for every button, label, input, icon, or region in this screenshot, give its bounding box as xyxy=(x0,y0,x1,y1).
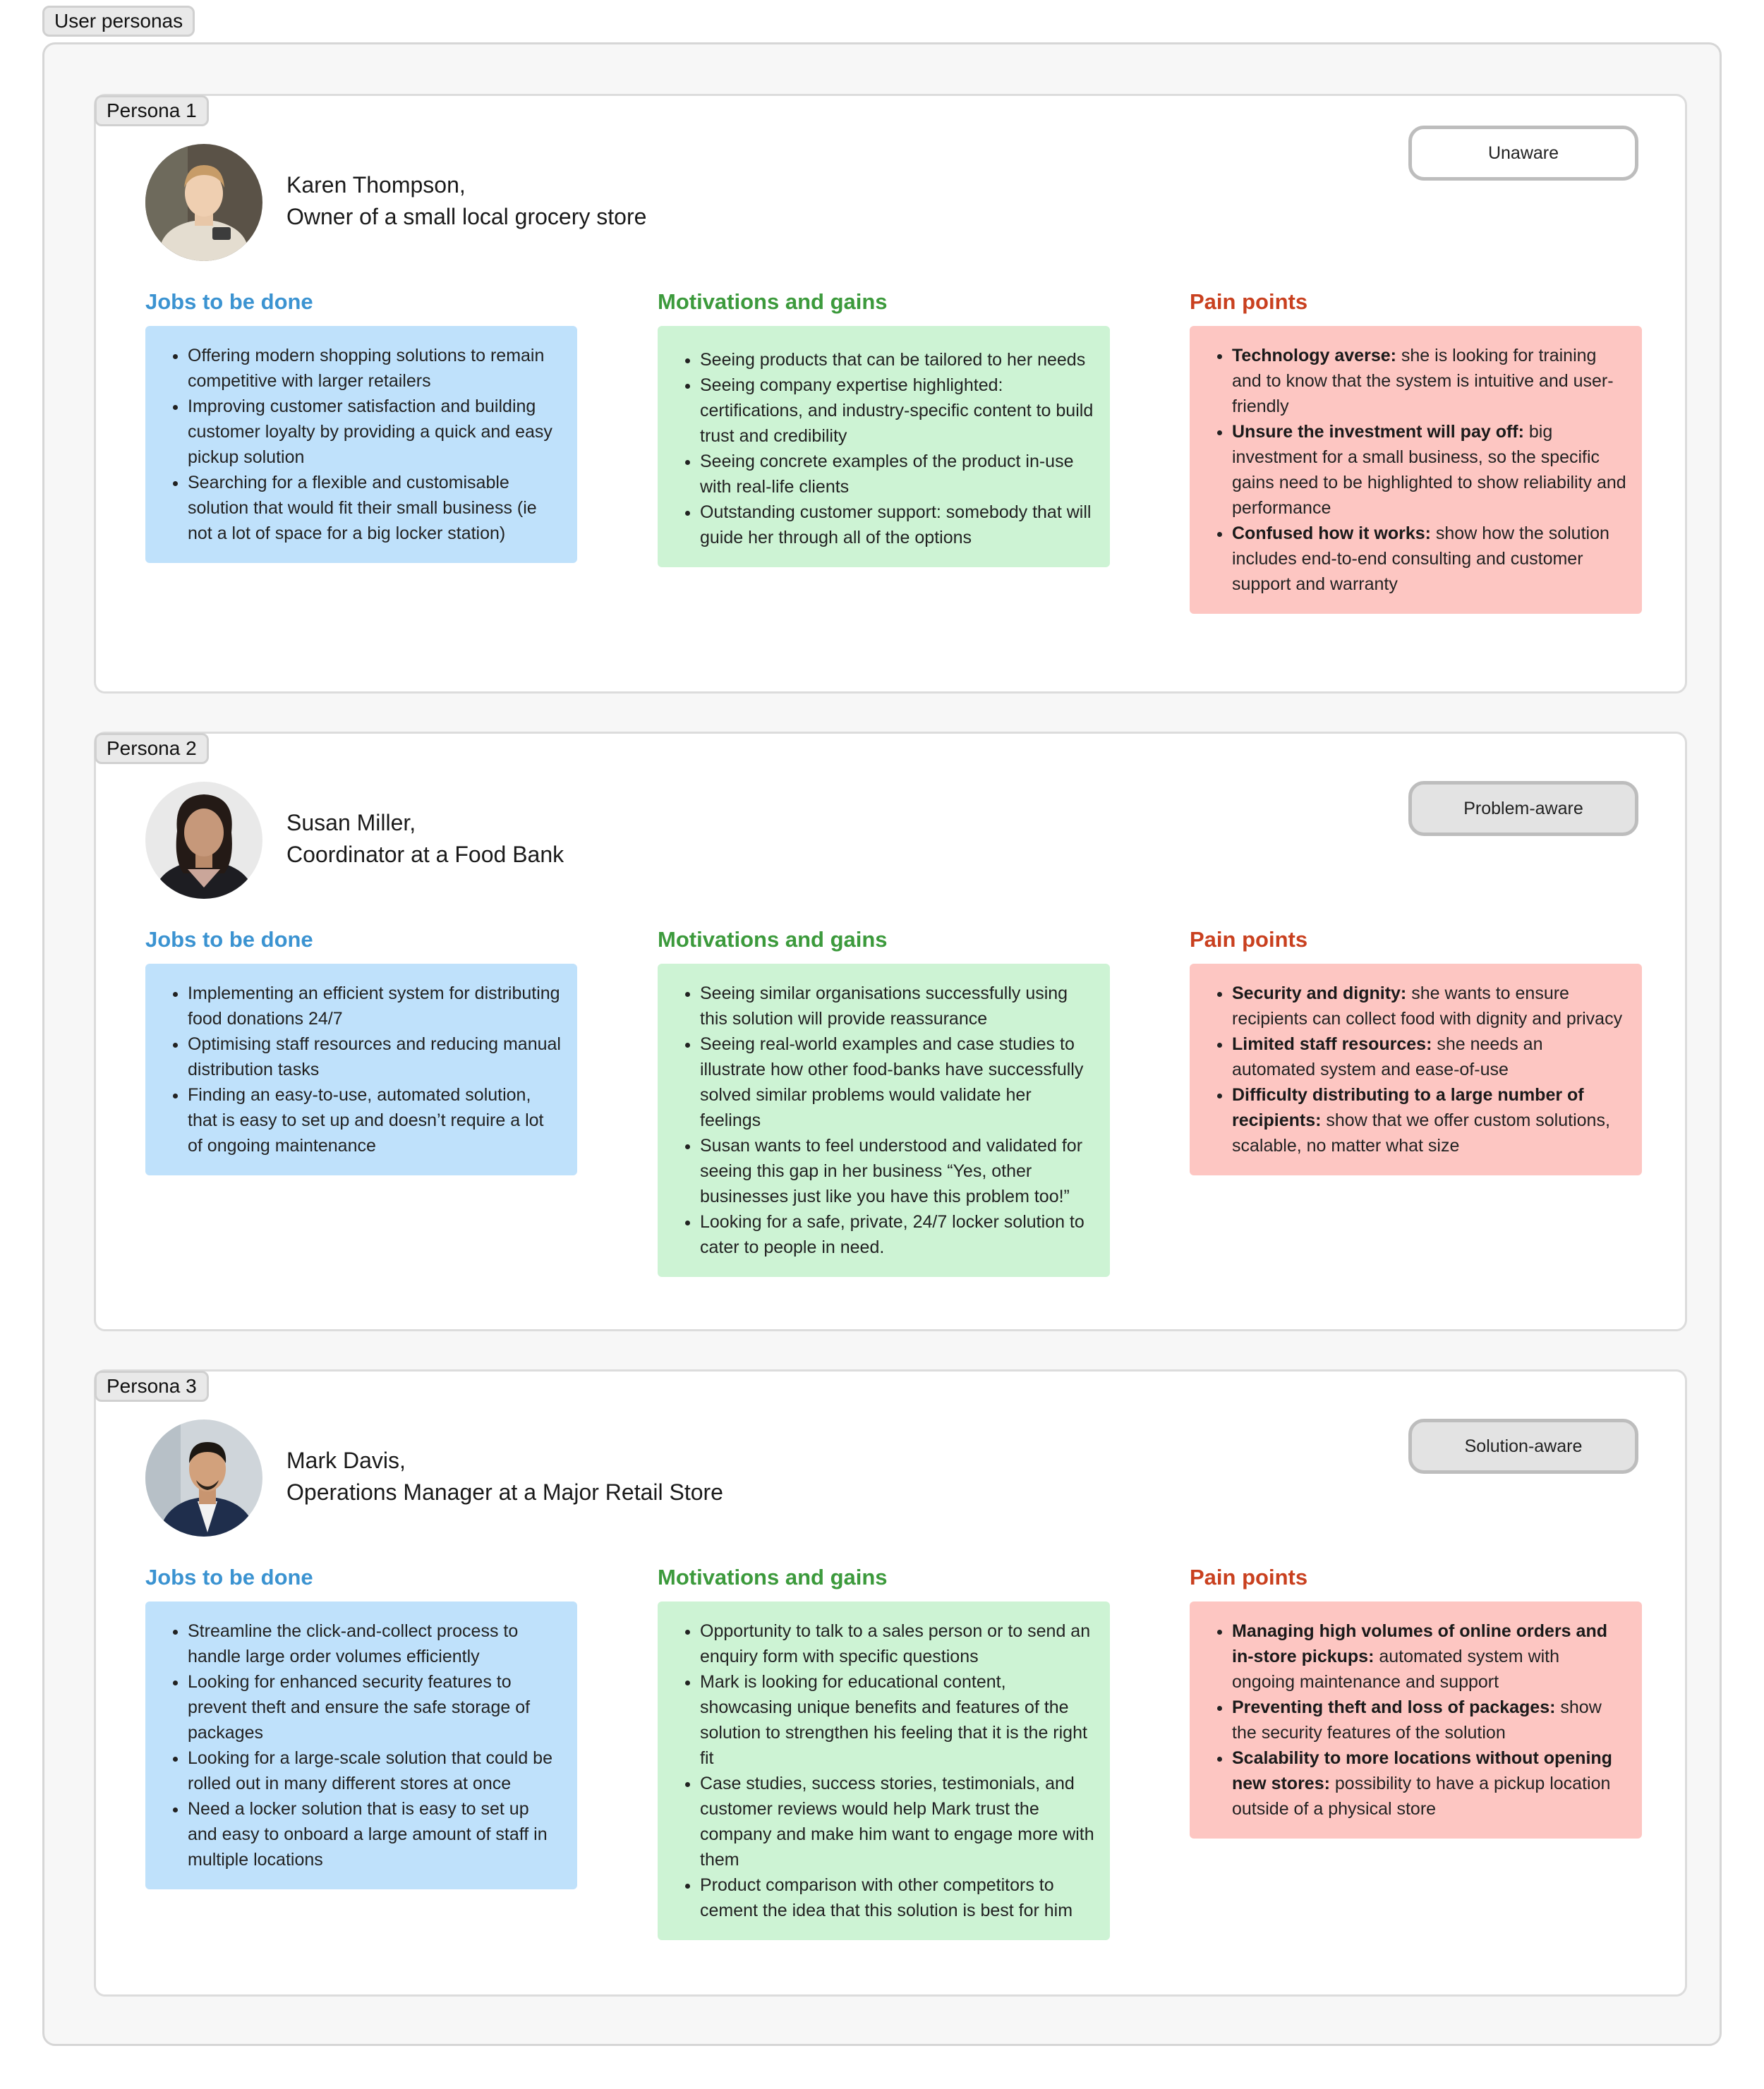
pain-point-text: show how the solution includes end-to-end consulting and customer support and warranty xyxy=(1232,523,1609,594)
jobs-box xyxy=(145,964,577,1175)
persona-name-block xyxy=(286,1445,724,1508)
avatar xyxy=(145,782,262,899)
pain-point-title: Unsure the investment will pay off: xyxy=(1232,422,1524,442)
persona-name: Susan Miller, xyxy=(286,810,416,835)
list-item xyxy=(1232,521,1626,597)
list-item: • Searching for a flexible and customisable solution that would fit their small business (ie not a lot of space for a big locker station) xyxy=(188,470,562,546)
avatar xyxy=(145,1419,262,1537)
pain-point-text: possibility to have a pickup location outside of a physical store xyxy=(1232,1774,1611,1819)
list-item: • Mark is looking for educational content, showcasing unique benefits and features of the solution to strengthen his feeling that it is the right fit xyxy=(700,1669,1094,1771)
persona-name: Karen Thompson, xyxy=(286,172,466,198)
list-item: • Looking for enhanced security features to prevent theft and ensure the safe storage of packages xyxy=(188,1669,562,1745)
pain-point-text: automated system with ongoing maintenance and support xyxy=(1232,1647,1560,1692)
persona-label: Persona 1 xyxy=(95,95,209,126)
jobs-heading: Jobs to be done xyxy=(145,927,313,952)
pain-points-heading: Pain points xyxy=(1190,289,1308,314)
pain-point-title: Confused how it works: xyxy=(1232,523,1431,543)
list-item xyxy=(1232,1695,1626,1745)
persona-name-block xyxy=(286,807,724,871)
jobs-heading: Jobs to be done xyxy=(145,1565,313,1590)
motivations-box xyxy=(658,964,1110,1277)
list-item xyxy=(1232,343,1626,419)
pain-points-heading: Pain points xyxy=(1190,927,1308,952)
list-item: • Implementing an efficient system for distributing food donations 24/7 xyxy=(188,981,562,1031)
persona-card-3 xyxy=(94,1369,1687,1997)
list-item xyxy=(1232,1618,1626,1695)
list-item: • Finding an easy-to-use, automated solution, that is easy to set up and doesn’t require a lot of ongoing maintenance xyxy=(188,1082,562,1158)
pain-point-text: she wants to ensure recipients can collect food with dignity and privacy xyxy=(1232,983,1623,1029)
pain-point-title: Preventing theft and loss of packages: xyxy=(1232,1697,1556,1717)
list-item: • Opportunity to talk to a sales person or to send an enquiry form with specific questions xyxy=(700,1618,1094,1669)
pain-points-box xyxy=(1190,964,1642,1175)
list-item xyxy=(1232,1031,1626,1082)
motivations-heading: Motivations and gains xyxy=(658,1565,888,1590)
persona-role: Operations Manager at a Major Retail Store xyxy=(286,1479,723,1505)
persona-name: Mark Davis, xyxy=(286,1448,406,1473)
pain-point-title: Scalability to more locations without opening new stores: xyxy=(1232,1748,1612,1793)
avatar xyxy=(145,144,262,261)
list-item: • Optimising staff resources and reducing manual distribution tasks xyxy=(188,1031,562,1082)
list-item: • Offering modern shopping solutions to remain competitive with larger retailers xyxy=(188,343,562,394)
list-item: • Susan wants to feel understood and validated for seeing this gap in her business “Yes, other businesses just like you have this problem too!” xyxy=(700,1133,1094,1209)
list-item xyxy=(1232,1745,1626,1822)
list-item: • Outstanding customer support: somebody that will guide her through all of the options xyxy=(700,499,1094,550)
pain-points-box xyxy=(1190,1601,1642,1839)
pain-point-title: Security and dignity: xyxy=(1232,983,1407,1003)
pain-point-text: she needs an automated system and ease-of-use xyxy=(1232,1034,1543,1079)
list-item: • Need a locker solution that is easy to set up and easy to onboard a large amount of staff in multiple locations xyxy=(188,1796,562,1872)
list-item xyxy=(1232,419,1626,521)
pain-point-text: show that we offer custom solutions, scalable, no matter what size xyxy=(1232,1110,1610,1156)
pain-point-title: Limited staff resources: xyxy=(1232,1034,1432,1054)
jobs-heading: Jobs to be done xyxy=(145,289,313,314)
pain-points-heading: Pain points xyxy=(1190,1565,1308,1590)
persona-card-1 xyxy=(94,94,1687,694)
motivations-box xyxy=(658,326,1110,567)
persona-label: Persona 3 xyxy=(95,1371,209,1402)
pain-points-box xyxy=(1190,326,1642,614)
persona-name-block xyxy=(286,169,724,233)
list-item: • Seeing similar organisations successfully using this solution will provide reassurance xyxy=(700,981,1094,1031)
awareness-status-button[interactable]: Solution-aware xyxy=(1408,1419,1638,1474)
persona-card-2 xyxy=(94,732,1687,1331)
pain-point-title: Managing high volumes of online orders and in-store pickups: xyxy=(1232,1621,1607,1666)
list-item: • Seeing concrete examples of the product in-use with real-life clients xyxy=(700,449,1094,499)
page-title: User personas xyxy=(42,6,195,37)
pain-point-text: she is looking for training and to know that the system is intuitive and user-friendly xyxy=(1232,346,1614,416)
list-item xyxy=(1232,981,1626,1031)
list-item: • Looking for a safe, private, 24/7 locker solution to cater to people in need. xyxy=(700,1209,1094,1260)
list-item: • Seeing products that can be tailored to her needs xyxy=(700,347,1094,373)
awareness-status-button[interactable]: Problem-aware xyxy=(1408,781,1638,836)
list-item: • Seeing company expertise highlighted: certifications, and industry-specific content to build trust and credibility xyxy=(700,373,1094,449)
list-item xyxy=(1232,1082,1626,1158)
list-item: • Seeing real-world examples and case studies to illustrate how other food-banks have successfully solved similar problems would validate her feelings xyxy=(700,1031,1094,1133)
list-item: • Case studies, success stories, testimonials, and customer reviews would help Mark trust the company and make him want to engage more with them xyxy=(700,1771,1094,1872)
motivations-box xyxy=(658,1601,1110,1940)
list-item: • Looking for a large-scale solution that could be rolled out in many different stores at once xyxy=(188,1745,562,1796)
persona-role: Owner of a small local grocery store xyxy=(286,204,647,229)
persona-label: Persona 2 xyxy=(95,733,209,764)
list-item: • Product comparison with other competitors to cement the idea that this solution is best for him xyxy=(700,1872,1094,1923)
pain-point-text: big investment for a small business, so the specific gains need to be highlighted to show reliability and performance xyxy=(1232,422,1626,518)
awareness-status-button[interactable]: Unaware xyxy=(1408,126,1638,181)
list-item: • Streamline the click-and-collect process to handle large order volumes efficiently xyxy=(188,1618,562,1669)
pain-point-text: show the security features of the solution xyxy=(1232,1697,1602,1743)
jobs-box xyxy=(145,326,577,563)
persona-role: Coordinator at a Food Bank xyxy=(286,842,564,867)
motivations-heading: Motivations and gains xyxy=(658,289,888,314)
pain-point-title: Technology averse: xyxy=(1232,346,1396,365)
list-item: • Improving customer satisfaction and building customer loyalty by providing a quick and easy pickup solution xyxy=(188,394,562,470)
jobs-box xyxy=(145,1601,577,1889)
pain-point-title: Difficulty distributing to a large number of recipients: xyxy=(1232,1085,1584,1130)
motivations-heading: Motivations and gains xyxy=(658,927,888,952)
